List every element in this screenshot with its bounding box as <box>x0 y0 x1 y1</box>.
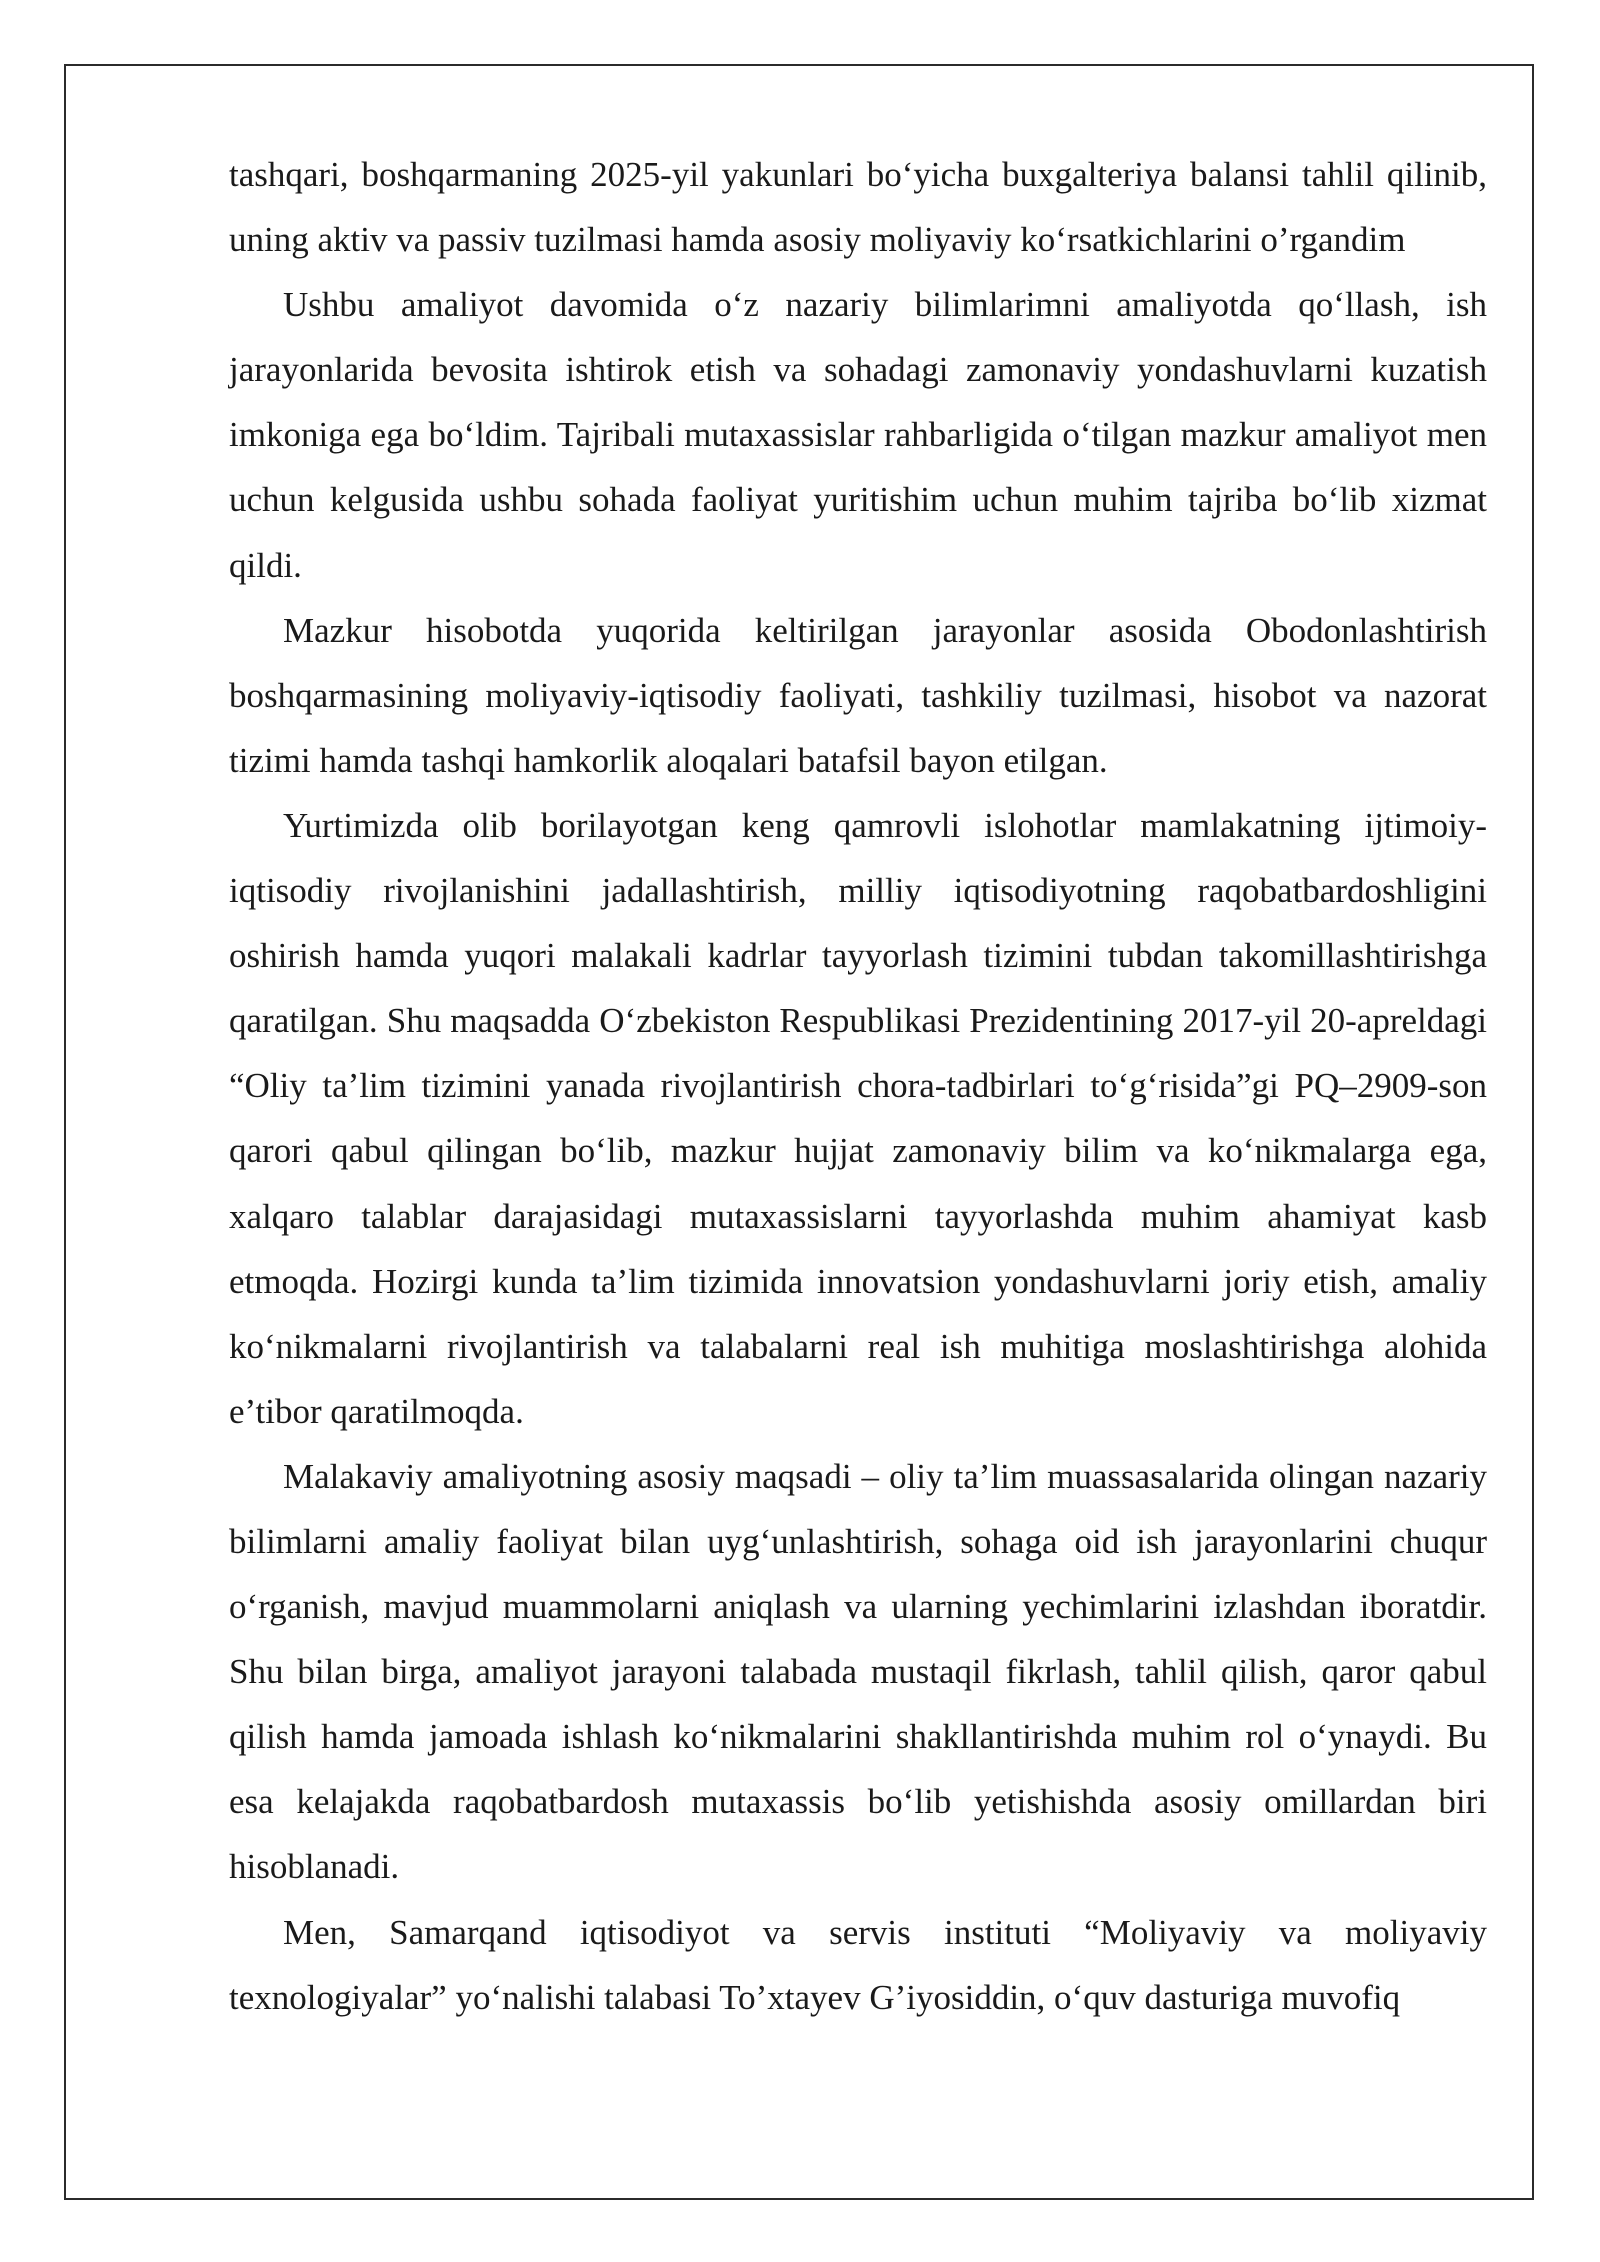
paragraph-continuation: tashqari, boshqarmaning 2025-yil yakunlari bo‘yicha buxgalteriya balansi tahlil qilinib, uning aktiv va passiv tuzilmasi hamda asosiy moliyaviy ko‘rsatkichlarini o’rgandim <box>229 155 1487 260</box>
document-body <box>229 142 1487 2030</box>
paragraph-reforms: Yurtimizda olib borilayotgan keng qamrovli islohotlar mamlakatning ijtimoiy-iqtisodiy rivojlanishini jadallashtirish, milliy iqtisodiyotning raqobatbardoshligini oshirish hamda yuqori malakali kadrlar tayyorlash tizimini tubdan takomillashtirishga qaratilgan. Shu maqsadda O‘zbekiston Respublikasi Prezidentining 2017-yil 20-apreldagi “Oliy ta’lim tizimini yanada rivojlantirish chora-tadbirlari to‘g‘risida”gi PQ–2909-son qarori qabul qilingan bo‘lib, mazkur hujjat zamonaviy bilim va ko‘nikmalarga ega, xalqaro talablar darajasidagi mutaxassislarni tayyorlashda muhim ahamiyat kasb etmoqda. Hozirgi kunda ta’lim tizimida innovatsion yondashuvlarni joriy etish, amaliy ko‘nikmalarni rivojlantirish va talabalarni real ish muhitiga moslashtirishga alohida e’tibor qaratilmoqda. <box>229 805 1487 1431</box>
paragraph-student-intro: Men, Samarqand iqtisodiyot va servis instituti “Moliyaviy va moliyaviy texnologiyalar” yo‘nalishi talabasi To’xtayev G’iyosiddin, o‘quv dasturiga muvofiq <box>229 1912 1487 2017</box>
paragraph-practice-goal: Malakaviy amaliyotning asosiy maqsadi – oliy ta’lim muassasalarida olingan nazariy bilimlarni amaliy faoliyat bilan uyg‘unlashtirish, sohaga oid ish jarayonlarini chuqur o‘rganish, mavjud muammolarni aniqlash va ularning yechimlarini izlashdan iboratdir. Shu bilan birga, amaliyot jarayoni talabada mustaqil fikrlash, tahlil qilish, qaror qabul qilish hamda jamoada ishlash ko‘nikmalarini shakllantirishda muhim rol o‘ynaydi. Bu esa kelajakda raqobatbardosh mutaxassis bo‘lib yetishishda asosiy omillardan biri hisoblanadi. <box>229 1456 1487 1887</box>
paragraph-report-scope: Mazkur hisobotda yuqorida keltirilgan jarayonlar asosida Obodonlashtirish boshqarmasining moliyaviy-iqtisodiy faoliyati, tashkiliy tuzilmasi, hisobot va nazorat tizimi hamda tashqi hamkorlik aloqalari batafsil bayon etilgan. <box>229 610 1487 780</box>
paragraph-practice-experience: Ushbu amaliyot davomida o‘z nazariy bilimlarimni amaliyotda qo‘llash, ish jarayonlarida bevosita ishtirok etish va sohadagi zamonaviy yondashuvlarni kuzatish imkoniga ega bo‘ldim. Tajribali mutaxassislar rahbarligida o‘tilgan mazkur amaliyot men uchun kelgusida ushbu sohada faoliyat yuritishim uchun muhim tajriba bo‘lib xizmat qildi. <box>229 285 1487 585</box>
